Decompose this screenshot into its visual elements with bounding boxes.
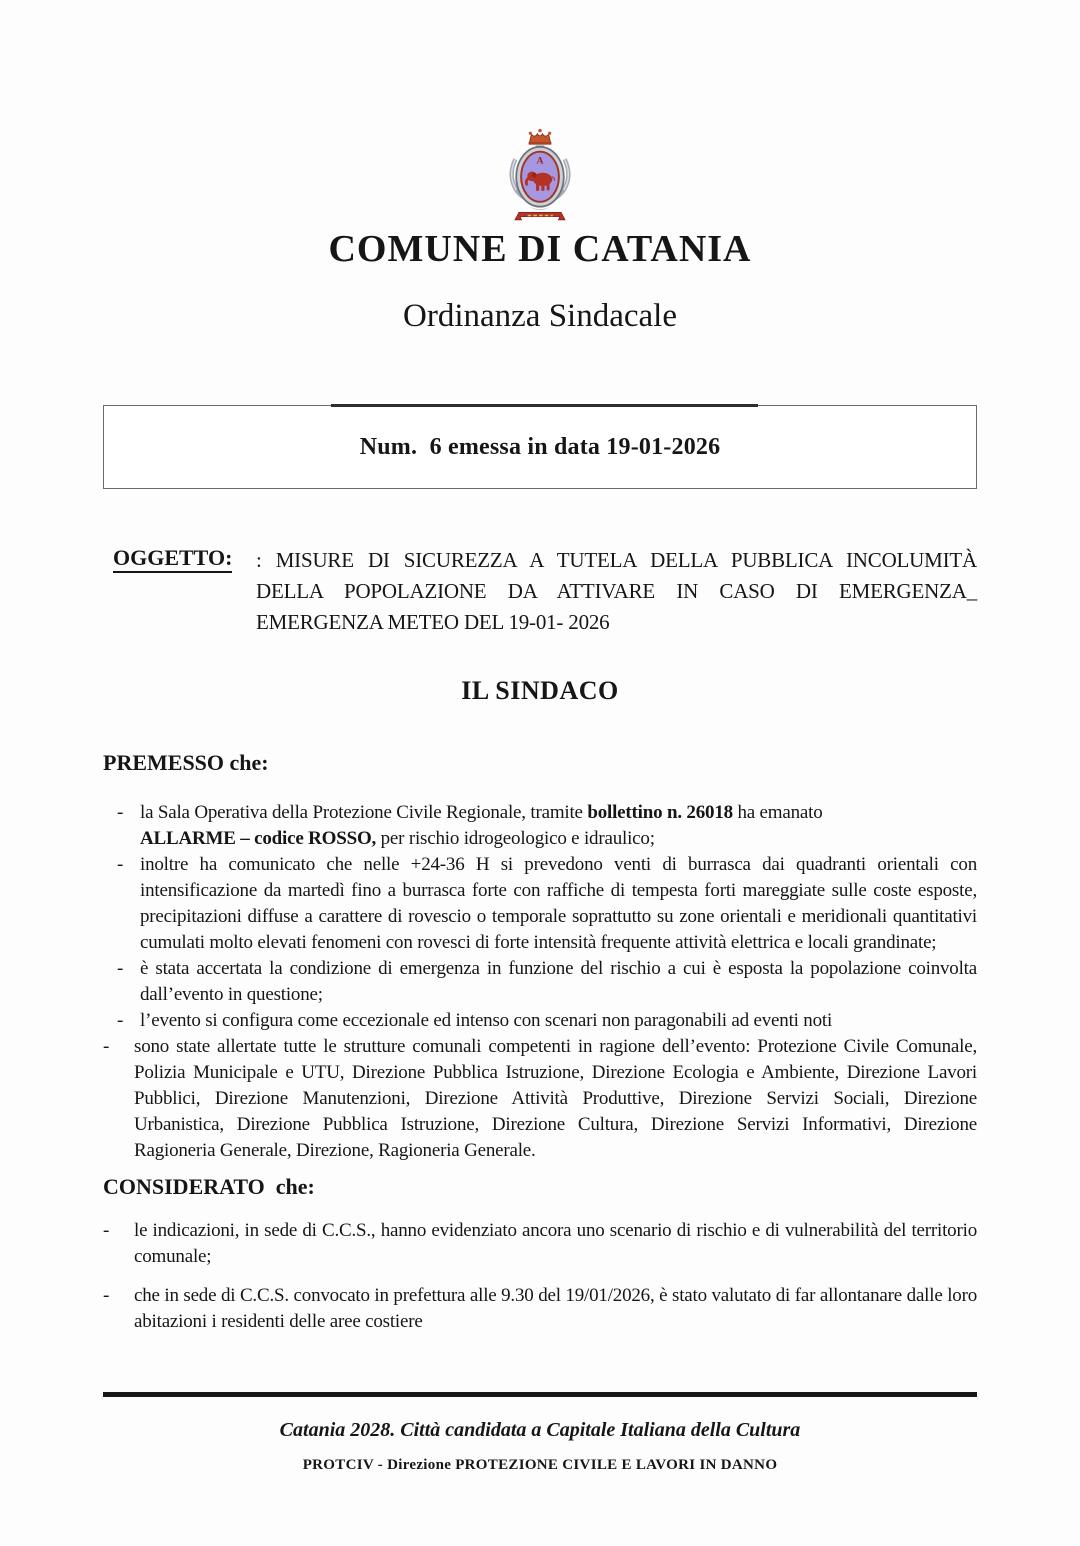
list-item <box>103 1218 977 1270</box>
list-item-text: sono state allertate tutte le strutture comunali competenti in ragione dell’evento: Protezione Civile Comunale, Polizia Municipale e UTU, Direzione Pubblica Istruzione, Direzione Ecologia e Ambiente, Direzione Lavori Pubblici, Direzione Manutenzioni, Direzione Attività Produttive, Direzione Servizi Sociali, Direzione Urbanistica, Direzione Pubblica Istruzione, Direzione Cultura, Direzione Servizi Informativi, Direzione Ragioneria Generale, Direzione, Ragioneria Generale. <box>134 1036 977 1161</box>
considerato-heading: CONSIDERATO che: <box>103 1174 315 1199</box>
subject-section <box>103 545 977 638</box>
footer-department-line: PROTCIV - Direzione PROTEZIONE CIVILE E LAVORI IN DANNO <box>302 1457 778 1473</box>
ordinance-number-text: Num. 6 emessa in data 19-01-2026 <box>359 433 721 460</box>
list-item-text: le indicazioni, in sede di C.C.S., hanno evidenziato ancora uno scenario di rischio e di vulnerabilità del territorio comunale; <box>134 1220 977 1267</box>
premesso-list <box>103 800 977 1164</box>
bullet-dash: - <box>117 958 124 979</box>
list-item-text: inoltre ha comunicato che nelle +24-36 H si prevedono venti di burrasca dai quadranti orientali con intensificazione da martedì fino a burrasca forte con raffiche di tempesta forti mareggiate sulle coste esposte, precipitazioni diffuse a carattere di rovescio o temporale soprattutto su zone orientali e meridionali quantitativi cumulati molto elevati fenomeni con rovesci di forte intensità frequente attività elettrica e locali grandinate; <box>140 854 977 953</box>
role-heading: IL SINDACO <box>461 676 619 705</box>
subject-line: EMERGENZA METEO DEL 19-01- 2026 <box>256 610 610 634</box>
catania-coat-of-arms-icon <box>493 124 587 226</box>
bullet-dash: - <box>103 1220 110 1241</box>
crest-letter: A <box>536 155 544 167</box>
municipality-title: COMUNE DI CATANIA <box>328 228 752 270</box>
footer-candidacy-line: Catania 2028. Città candidata a Capitale Italiana della Cultura <box>279 1419 801 1441</box>
coat-of-arms <box>103 0 977 226</box>
page-footer <box>103 1392 977 1474</box>
list-item-text: che in sede di C.C.S. convocato in prefettura alle 9.30 del 19/01/2026, è stato valutato di far allontanare dalle loro abitazioni i residenti delle aree costiere <box>134 1285 977 1332</box>
subject-line: DELLA POPOLAZIONE DA ATTIVARE IN CASO DI EMERGENZA_ <box>256 579 977 603</box>
considerato-list <box>103 1218 977 1335</box>
list-item <box>117 956 977 1008</box>
subject-label: OGGETTO: <box>113 545 256 638</box>
list-item-text: la Sala Operativa della Protezione Civile Regionale, tramite bollettino n. 26018 ha emanato ALLARME – codice ROSSO, per rischio idrogeologico e idraulico; <box>140 802 823 849</box>
crown-icon <box>529 129 552 148</box>
premesso-heading: PREMESSO che: <box>103 750 269 775</box>
subject-text <box>256 545 977 638</box>
bullet-dash: - <box>103 1036 110 1057</box>
bullet-dash: - <box>117 854 124 875</box>
list-item <box>103 1283 977 1335</box>
bullet-dash: - <box>103 1285 110 1306</box>
box-top-rule <box>331 404 758 407</box>
bullet-dash: - <box>117 802 124 823</box>
ordinance-number-box <box>103 405 977 489</box>
list-item <box>117 800 977 852</box>
ribbon-icon <box>515 212 565 219</box>
document-type-subtitle: Ordinanza Sindacale <box>403 298 677 334</box>
bullet-dash: - <box>117 1010 124 1031</box>
subject-line: : MISURE DI SICUREZZA A TUTELA DELLA PUBBLICA INCOLUMITÀ <box>256 548 977 572</box>
list-item <box>103 1034 977 1164</box>
list-item-text: è stata accertata la condizione di emergenza in funzione del rischio a cui è esposta la popolazione coinvolta dall’evento in questione; <box>140 958 977 1005</box>
list-item <box>117 852 977 956</box>
list-item <box>117 1008 977 1034</box>
footer-rule <box>103 1392 977 1397</box>
list-item-text: l’evento si configura come eccezionale ed intenso con scenari non paragonabili ad eventi noti <box>140 1010 833 1031</box>
